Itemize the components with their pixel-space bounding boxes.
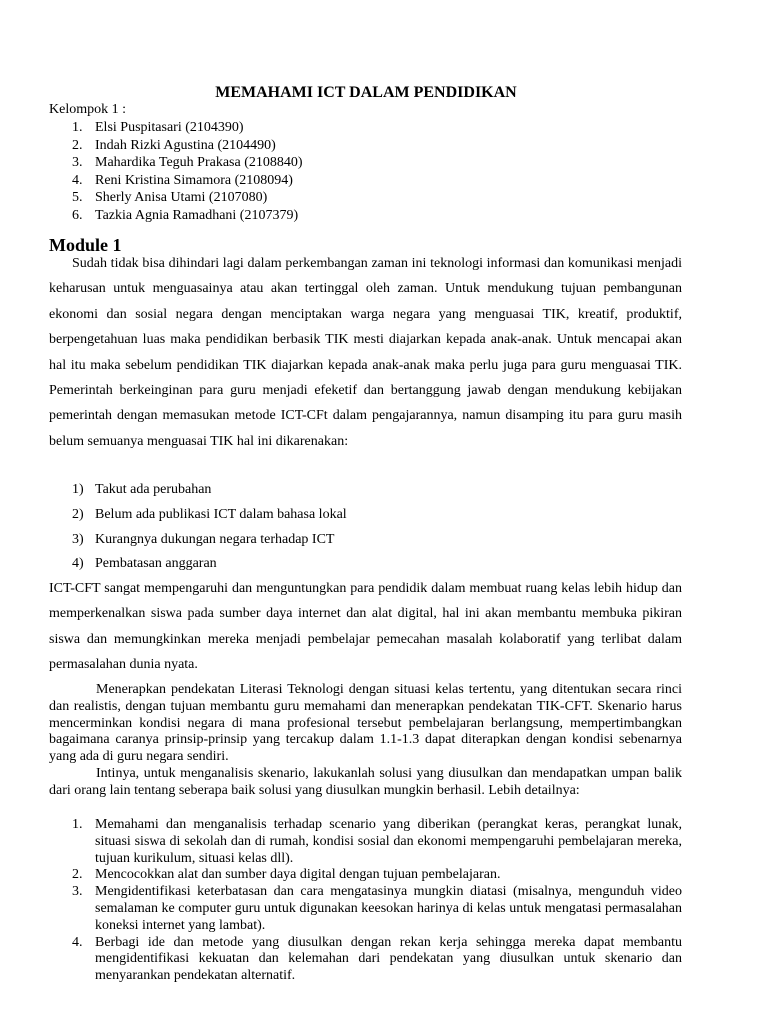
list-number: 4. [72,172,83,188]
list-item [49,503,347,528]
section-heading: Module 1 [49,235,122,255]
reason-text: Kurangnya dukungan negara terhadap ICT [95,531,335,547]
member-list [49,119,303,225]
list-item [49,154,303,172]
member-name: Reni Kristina Simamora (2108094) [95,172,293,188]
paragraph-literacy: Menerapkan pendekatan Literasi Teknologi dengan situasi kelas tertentu, yang ditentukan secara rinci dan realistis, dengan tujuan membantu guru memahami dan menerapkan pendekatan TIK-CFT. Skenario harus mencerminkan kondisi negara di mana profesional tersebut pembelajaran berlangsung, mempertimbangkan bagaimana caranya prinsip-prinsip yang tercakup dalam 1.1-1.3 dapat diterapkan dengan kondisi sebenarnya yang ada di guru negara sendiri. [49,682,682,765]
list-number: 2. [72,137,83,153]
reason-text: Takut ada perubahan [95,482,212,497]
group-label: Kelompok 1 : [49,102,126,117]
member-name: Sherly Anisa Utami (2107080) [95,190,268,206]
member-name: Mahardika Teguh Prakasa (2108840) [95,155,303,171]
list-number: 2. [72,867,83,883]
list-item [49,884,682,934]
member-name: Tazkia Agnia Ramadhani (2107379) [95,207,299,223]
list-number: 1. [72,817,83,832]
paragraph-summary: Intinya, untuk menganalisis skenario, lakukanlah solusi yang diusulkan dan mendapatkan umpan balik dari orang lain tentang seberapa baik solusi yang diusulkan mungkin berhasil. Lebih detailnya: [49,766,682,798]
list-item [49,207,303,225]
list-item [49,935,682,985]
member-name: Elsi Puspitasari (2104390) [95,120,244,135]
paragraph-ict-cft: ICT-CFT sangat mempengaruhi dan menguntungkan para pendidik dalam membuat ruang kelas lebih hidup dan memperkenalkan siswa pada sumber daya internet dan alat digital, hal ini akan membantu membuka pikiran siswa dan memungkinkan mereka menjadi pembelajar pemecahan masalah kolaboratif yang terlibat dalam permasalahan dunia nyata. [49,581,682,673]
list-item [49,528,347,553]
list-number: 3) [72,531,84,547]
list-number: 5. [72,190,83,206]
list-item [49,817,682,867]
list-item [49,137,303,155]
list-number: 1) [72,482,84,497]
list-number: 6. [72,207,83,223]
step-text: Berbagi ide dan metode yang diusulkan dengan rekan kerja sehingga mereka dapat membantu mengidentifikasi kekuatan dan kelemahan dari pendekatan yang diusulkan untuk skenario dan menyarankan pendekatan alternatif. [95,934,682,984]
reason-text: Pembatasan anggaran [95,556,217,572]
paragraph-intro: Sudah tidak bisa dihindari lagi dalam perkembangan zaman ini teknologi informasi dan komunikasi menjadi keharusan untuk menguasainya atau akan tertinggal oleh zaman. Untuk mendukung tujuan pembangunan ekonomi dan sosial negara dengan menciptakan warga negara yang menguasai TIK, kreatif, produktif, berpengetahuan luas maka pendidikan berbasik TIK mesti diajarkan kepada anak-anak. Untuk mencapai akan hal itu maka sebelum pendidikan TIK diajarkan kepada anak-anak maka perlu juga para guru menguasai TIK. Pemerintah berkeinginan para guru menjadi efeketif dan bertanggung jawab dengan mendukung kebijakan pemerintah dengan memasukan metode ICT-CFt dalam pengajarannya, namun disamping itu para guru masih belum semuanya menguasai TIK hal ini dikarenakan: [49,256,682,449]
list-number: 4. [72,934,83,950]
reason-list [49,478,347,577]
list-number: 3. [72,155,83,171]
list-number: 2) [72,506,84,522]
step-list [49,817,682,985]
step-text: Memahami dan menganalisis terhadap scenario yang diberikan (perangkat keras, perangkat lunak, situasi siswa di sekolah dan di rumah, kondisi sosial dan ekonomi mempengaruhi pembelajaran mereka, tujuan kurikulum, situasi kelas dll). [95,817,682,866]
list-item [49,189,303,207]
member-name: Indah Rizki Agustina (2104490) [95,137,276,153]
list-number: 3. [72,884,83,900]
step-text: Mengidentifikasi keterbatasan dan cara mengatasinya mungkin diatasi (misalnya, mengunduh video semalaman ke computer guru untuk digunakan keesokan harinya di kelas untuk mengatasi permasalahan koneksi internet yang lambat). [95,884,682,933]
list-item [49,119,303,137]
step-text: Mencocokkan alat dan sumber daya digital dengan tujuan pembelajaran. [95,867,501,883]
list-number: 1. [72,120,83,135]
list-number: 4) [72,556,84,572]
list-item [49,867,682,884]
document-title: MEMAHAMI ICT DALAM PENDIDIKAN [215,84,517,101]
list-item [49,172,303,190]
list-item [49,552,347,577]
list-item [49,478,347,503]
reason-text: Belum ada publikasi ICT dalam bahasa lokal [95,506,347,522]
